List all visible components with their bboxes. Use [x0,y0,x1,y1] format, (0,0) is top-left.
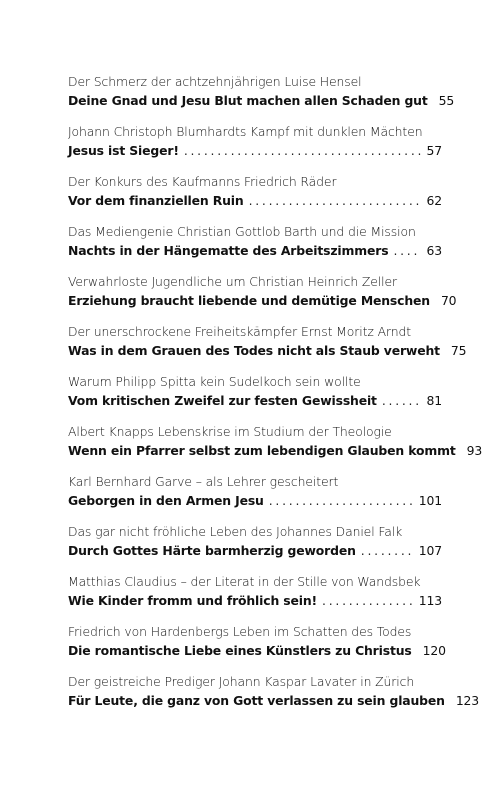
entry-subtitle: Friedrich von Hardenbergs Leben im Schatten des Todes [68,624,412,639]
entry-title: Geborgen in den Armen Jesu [68,493,264,508]
entry-page-number: 81 [426,393,442,408]
entry-page-number: 70 [440,293,457,308]
entry-page-number: 123 [455,693,480,708]
dot-leader [382,391,421,411]
entry-subtitle: Albert Knapps Lebenskrise im Studium der Theologie [68,424,392,439]
table-of-contents [68,72,483,722]
entry-page-number: 57 [426,143,442,158]
dot-leader [361,541,413,561]
entry-main-line [68,541,442,561]
toc-entry [68,372,442,422]
entry-title: Durch Gottes Härte barmherzig geworden [68,543,356,558]
entry-page-number: 93 [466,443,483,458]
entry-title: Deine Gnad und Jesu Blut machen allen Schaden gut [68,93,428,108]
entry-subtitle: Karl Bernhard Garve – als Lehrer gescheitert [68,474,339,489]
dot-leader [269,491,413,511]
entry-subtitle: Verwahrloste Jugendliche um Christian Heinrich Zeller [68,274,398,289]
entry-subtitle: Der Konkurs des Kaufmanns Friedrich Räder [68,174,337,189]
dot-leader [249,191,421,211]
entry-page-number: 107 [418,543,442,558]
entry-title: Nachts in der Hängematte des Arbeitszimmers [68,243,389,258]
entry-main-line [68,641,446,661]
entry-title: Die romantische Liebe eines Künstlers zu Christus [68,643,412,658]
toc-entry [68,122,442,172]
entry-subtitle: Der geistreiche Prediger Johann Kaspar Lavater in Zürich [68,674,415,689]
entry-main-line [68,491,442,511]
entry-subtitle: Der Schmerz der achtzehnjährigen Luise Hensel [68,74,362,89]
toc-entry [68,172,442,222]
entry-page-number: 101 [418,493,442,508]
entry-main-line [68,91,455,111]
entry-title: Erziehung braucht liebende und demütige Menschen [68,293,430,308]
toc-entry [68,322,467,372]
toc-entry [68,272,457,322]
entry-title: Was in dem Grauen des Todes nicht als Staub verweht [68,343,440,358]
entry-page-number: 62 [426,193,442,208]
toc-entry [68,72,455,122]
entry-subtitle: Das gar nicht fröhliche Leben des Johannes Daniel Falk [68,524,403,539]
entry-main-line [68,141,442,161]
entry-page-number: 113 [418,593,442,608]
entry-main-line [68,441,483,461]
entry-subtitle: Der unerschrockene Freiheitskämpfer Ernst Moritz Arndt [68,324,412,339]
entry-main-line [68,691,480,711]
dot-leader [393,241,420,261]
dot-leader [184,141,421,161]
entry-title: Jesus ist Sieger! [68,143,179,158]
entry-page-number: 63 [426,243,442,258]
toc-entry [68,422,483,472]
toc-entry [68,522,442,572]
entry-main-line [68,241,442,261]
entry-title: Vom kritischen Zweifel zur festen Gewissheit [68,393,377,408]
entry-main-line [68,391,442,411]
entry-main-line [68,591,442,611]
entry-title: Für Leute, die ganz von Gott verlassen zu sein glauben [68,693,445,708]
entry-main-line [68,341,467,361]
toc-entry [68,572,442,622]
entry-page-number: 120 [422,643,446,658]
toc-entry [68,472,442,522]
entry-subtitle: Johann Christoph Blumhardts Kampf mit dunklen Mächten [68,124,423,139]
entry-subtitle: Das Mediengenie Christian Gottlob Barth und die Mission [68,224,416,239]
toc-entry [68,622,446,672]
entry-title: Wenn ein Pfarrer selbst zum lebendigen Glauben kommt [68,443,456,458]
entry-subtitle: Warum Philipp Spitta kein Sudelkoch sein wollte [68,374,361,389]
entry-subtitle: Matthias Claudius – der Literat in der Stille von Wandsbek [68,574,421,589]
entry-title: Wie Kinder fromm und fröhlich sein! [68,593,318,608]
entry-page-number: 75 [450,343,467,358]
entry-page-number: 55 [438,93,455,108]
entry-title: Vor dem finanziellen Ruin [68,193,244,208]
entry-main-line [68,291,457,311]
toc-entry [68,222,442,272]
dot-leader [322,591,413,611]
entry-main-line [68,191,442,211]
toc-entry [68,672,480,722]
